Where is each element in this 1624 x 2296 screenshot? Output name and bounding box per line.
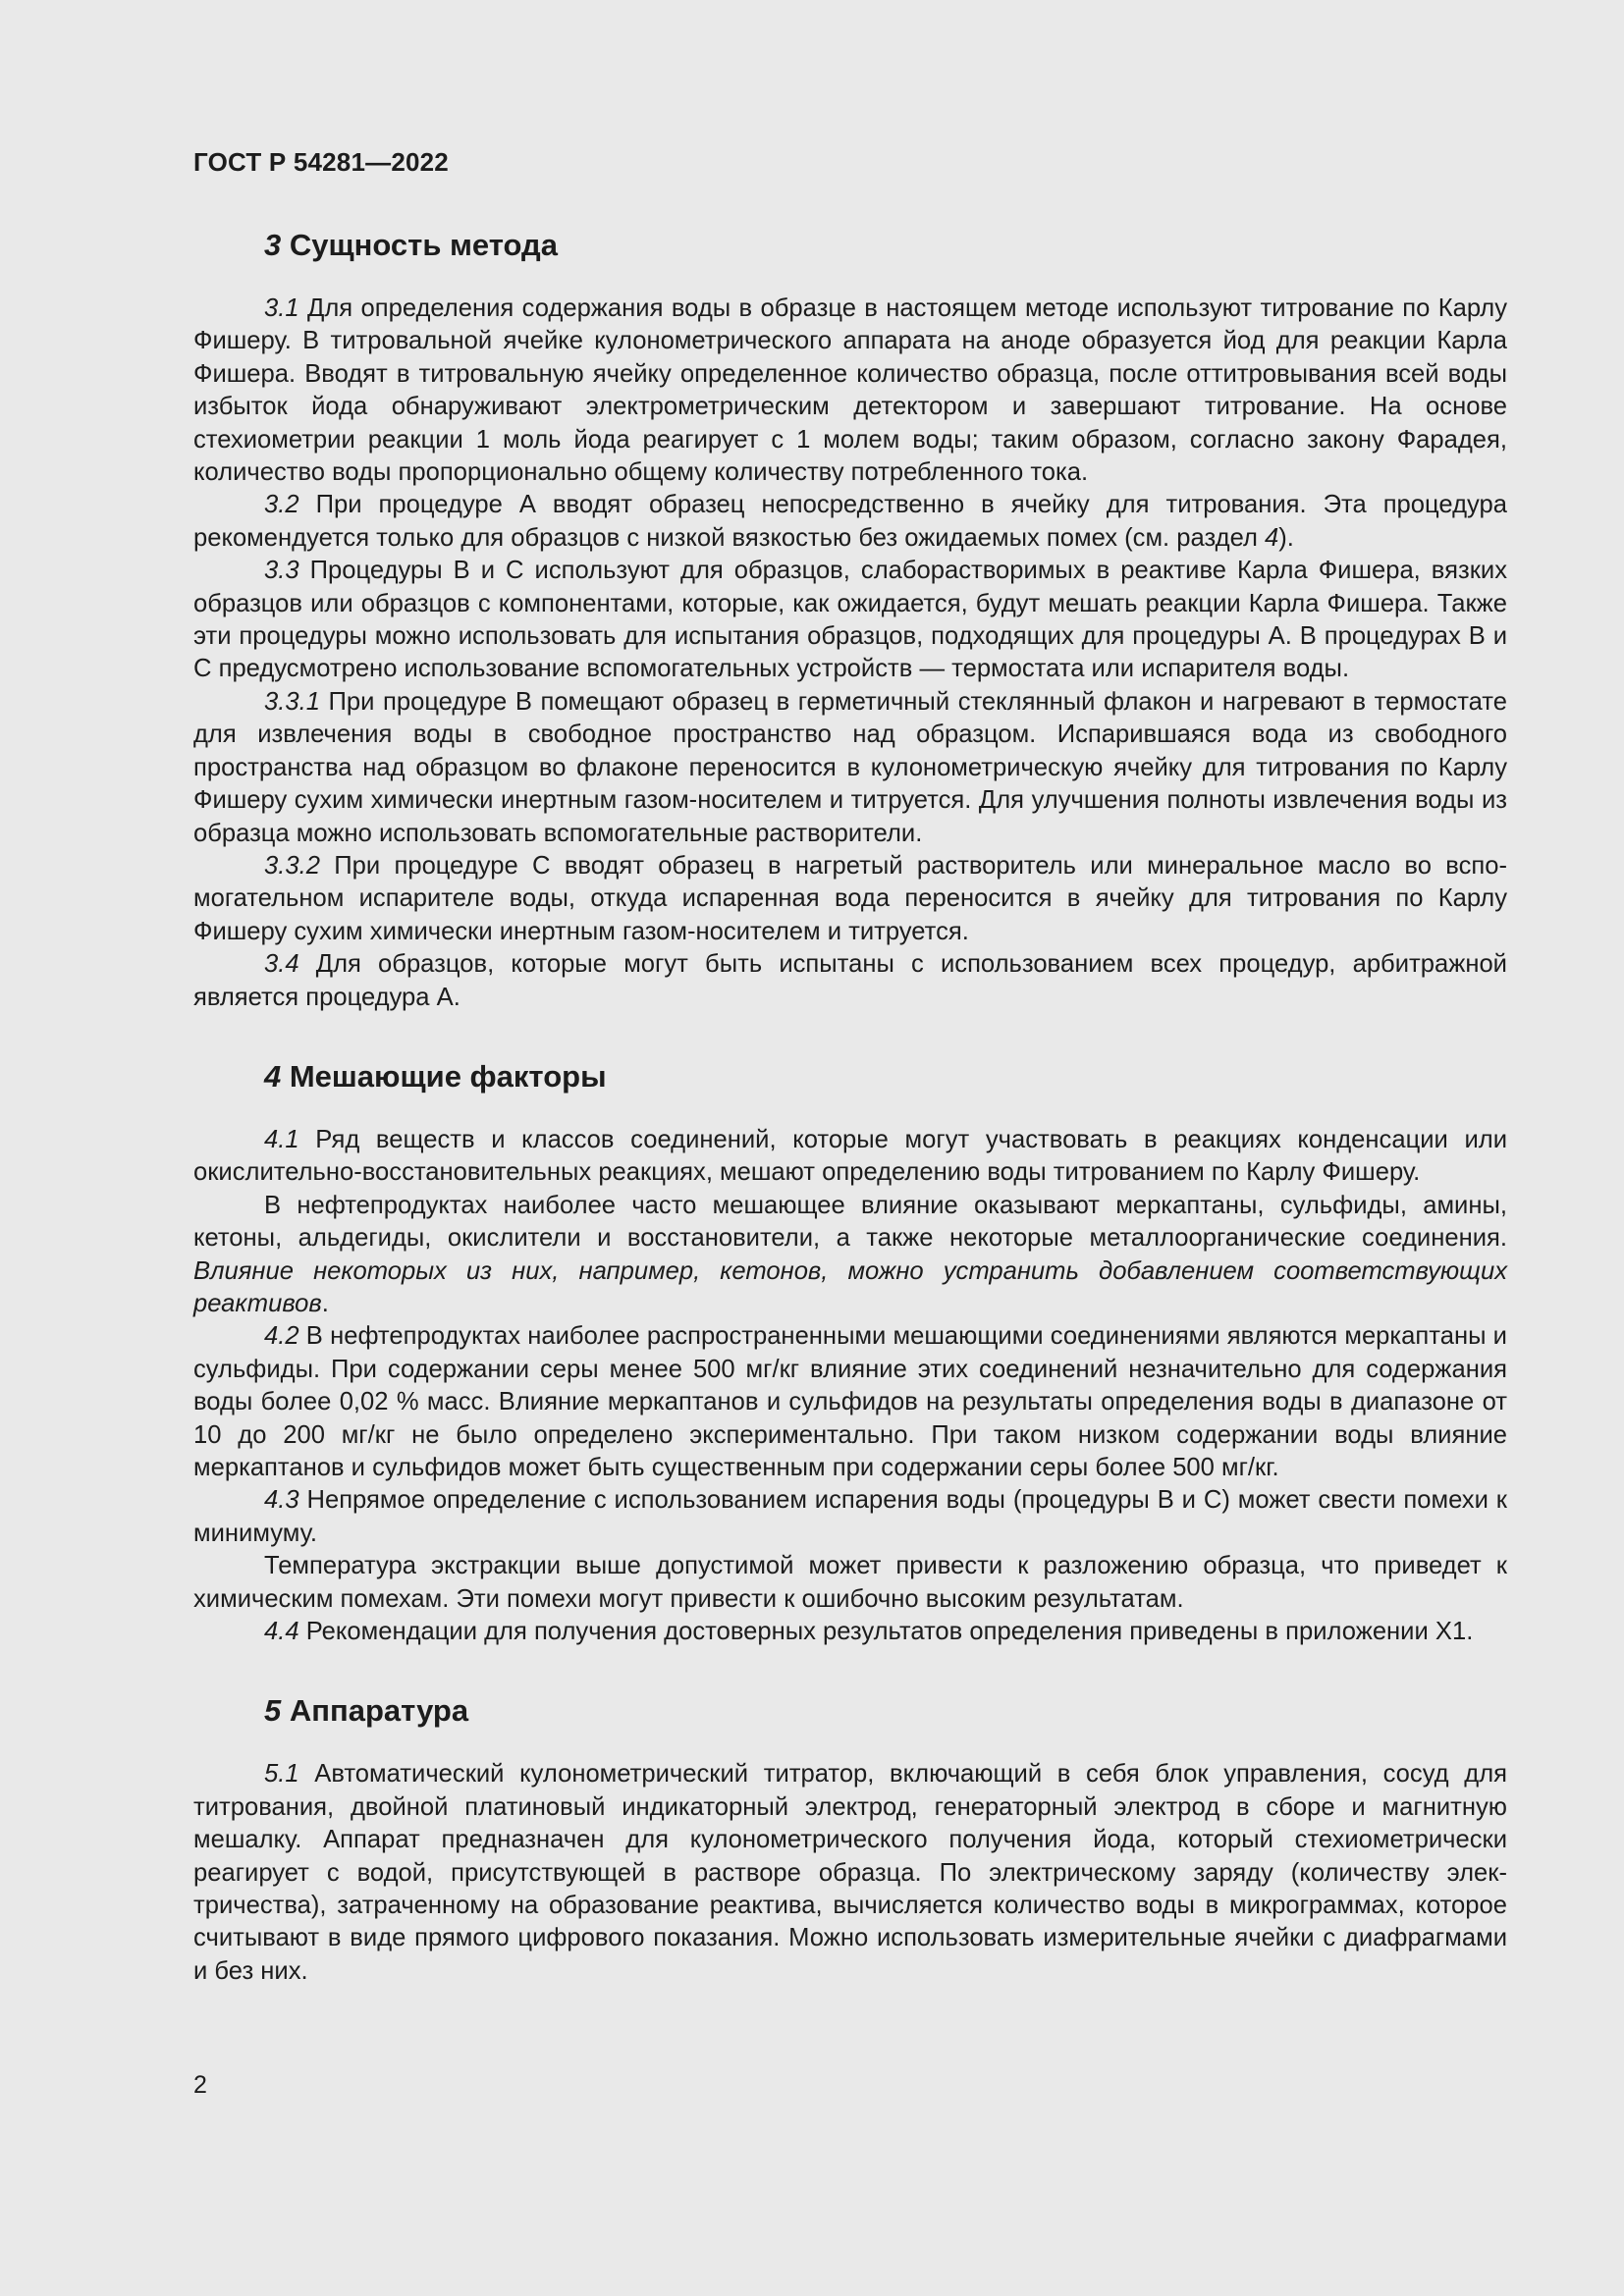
paragraph [193,1550,1507,1616]
paragraph [193,686,1507,850]
paragraph-tail: . [321,1289,329,1317]
paragraph-text: В нефтепродуктах наиболее распространенными мешающими соединениями являются меркаптаны и сульфиды. При содержании серы менее 500 мг/кг влияние этих соединений незначительно для содержания воды более 0,02 % масс. Влияние меркаптанов и сульфидов на результаты определения воды в диапазоне от 10 до 200 мг/кг не было определено экспериментально. При таком низком содержании воды влияние меркаптанов и сульфидов может быть существенным при содержании серы более 500 мг/кг. [193,1322,1507,1481]
clause-number: 3.4 [264,950,299,979]
document-body [193,226,1507,1988]
paragraph [193,1758,1507,1988]
paragraph [193,489,1507,555]
clause-number: 3.1 [264,294,299,322]
clause-number: 5.1 [264,1760,299,1789]
clause-number: 3.3 [264,557,299,585]
paragraph [193,1124,1507,1190]
paragraph [193,850,1507,948]
document-header: ГОСТ Р 54281—2022 [193,147,449,177]
paragraph-text: В нефтепродуктах наиболее часто мешающее влияние оказывают меркаптаны, сульфиды, амины, кетоны, альдегиды, окислители и восстановители, а также некоторые металлоорганические соединения. [193,1191,1507,1253]
section-number: 3 [264,228,282,262]
paragraph-text: Для определения содержания воды в образце в настоящем методе используют титрование по Карлу Фишеру. В титровальной ячейке кулонометрического аппарата на аноде образуется йод для реакции Карла Фишера. Вводят в титровальную ячейку определенное количество образца, после оттитровывания всей воды избыток йода обнаруживают электрометрическим детектором и завершают титрование. На основе стехиометрии реакции 1 моль йода реагирует с 1 молем воды; таким образом, согласно закону Фарадея, количество воды пропорционально общему количеству потребленного тока. [193,294,1507,487]
paragraph-text: Рекомендации для получения достоверных результатов определения приведены в приложении Х1. [305,1618,1474,1646]
paragraph [193,1616,1507,1648]
paragraph [193,293,1507,489]
clause-number: 4.4 [264,1618,299,1646]
paragraph [193,1190,1507,1321]
section-title-text: Сущность метода [281,228,558,262]
paragraph-tail: ). [1278,523,1294,552]
paragraph [193,555,1507,686]
section-title-text: Мешающие факторы [281,1058,607,1094]
paragraph [193,1484,1507,1550]
paragraph [193,948,1507,1014]
paragraph-text: Температура экстракции выше допустимой может привести к разложению образца, что приведет к химическим помехам. Эти помехи могут привести к ошибочно высоким результатам. [193,1552,1507,1613]
section-number: 4 [264,1058,282,1094]
section-title-text: Аппаратура [281,1693,469,1729]
clause-number: 4.1 [264,1125,299,1153]
paragraph-text: Автоматический кулонометрический титратор, включающий в себя блок управления, сосуд для титрования, двойной платиновый индикаторный электрод, генераторный электрод в сборе и магнитную мешалку. Аппарат предназначен для кулонометрического получения йода, который стехиометрически реагирует с водой, присутствующей в растворе образца. По электрическому заряду (количеству электричества), затраченному на образование реактива, вычисляется количество воды в микрограммах, которое считывают в виде прямого цифрового показания. Можно использовать измерительные ячейки с диафрагмами и без них. [193,1760,1507,1985]
section-title [264,226,1507,265]
clause-number: 4.2 [264,1322,299,1351]
clause-number: 4.3 [264,1486,299,1515]
paragraph-text: При процедуре В помещают образец в герметичный стеклянный флакон и нагревают в термостате для извлечения воды в свободное пространство над образцом. Испарившаяся вода из свободного пространства над образцом во флаконе переносится в кулонометрическую ячейку для титрования по Карлу Фишеру сухим химически инертным газом-носителем и титруется. Для улучшения полноты извлечения воды из образца можно использовать вспомогательные растворители. [193,687,1507,847]
paragraph-italic-text: Влияние некоторых из них, например, кетонов, можно устранить добавлением соответствующих реактивов [193,1256,1507,1317]
section-number: 5 [264,1693,282,1729]
paragraph-text: При процедуре А вводят образец непосредственно в ячейку для титрования. Эта процедура рекомендуется только для образцов с низкой вязкостью без ожидаемых помех (см. раздел [193,491,1507,552]
section-reference: 4 [1265,523,1279,552]
section-title [264,1691,1507,1731]
clause-number: 3.3.2 [264,851,320,880]
paragraph-text: Процедуры В и С используют для образцов, слаборастворимых в реактиве Карла Фишера, вязких образцов или образцов с компонентами, которые, как ожидается, будут мешать реакции Карла Фишера. Также эти процедуры можно использовать для испытания образцов, подходящих для процедуры А. В процедурах В и С предусмотрено использование вспомогательных устройств — термостата или испарителя воды. [193,557,1507,683]
paragraph-text: Для образцов, которые могут быть испытаны с использованием всех процедур, арбитражной является процедура А. [193,950,1507,1011]
paragraph-text: Непрямое определение с использованием испарения воды (процедуры В и С) может свести помехи к минимуму. [193,1486,1507,1547]
paragraph-text: При процедуре С вводят образец в нагретый растворитель или минеральное масло во вспомогательном испарителе воды, откуда испаренная вода переносится в ячейку для титрования по Карлу Фишеру сухим химически инертным газом-носителем и титруется. [193,851,1507,945]
clause-number: 3.2 [264,491,299,519]
clause-number: 3.3.1 [264,687,320,716]
page-number: 2 [193,2071,207,2099]
section-title [264,1057,1507,1096]
paragraph-text: Ряд веществ и классов соединений, которые могут участвовать в реакциях конденсации или окислительно-восстановительных реакциях, мешают определению воды титрованием по Карлу Фишеру. [193,1125,1507,1187]
paragraph [193,1320,1507,1484]
